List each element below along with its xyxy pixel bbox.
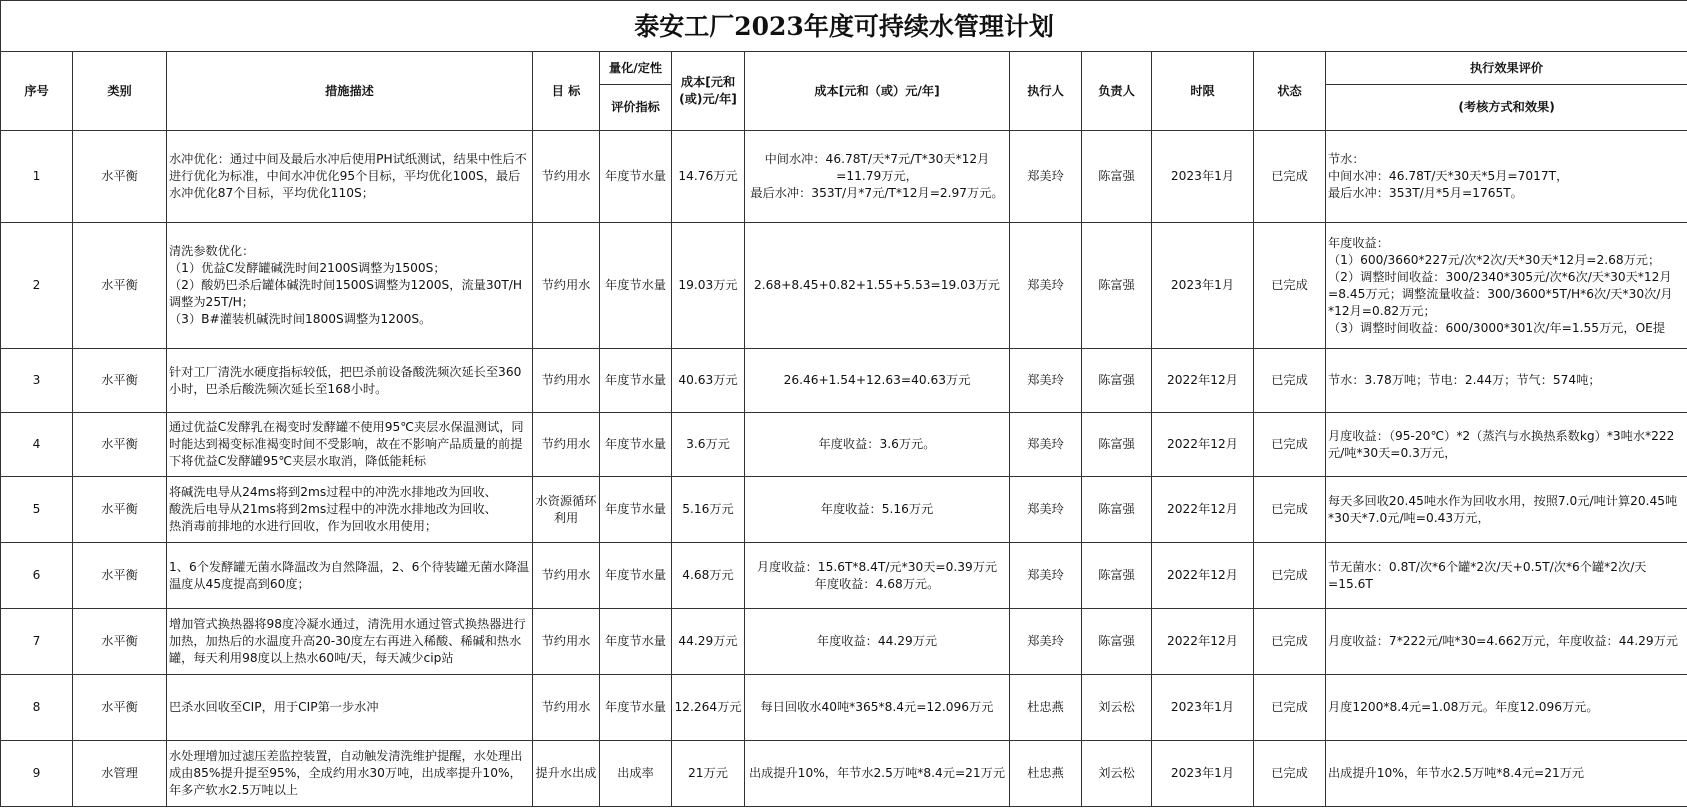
cell-content: 陈富强 (1098, 169, 1135, 183)
row-status (1254, 477, 1326, 543)
row-evaluation-line: 节无菌水：0.8T/次*6个罐*2次/天+0.5T/次*6个罐*2次/天=15.6T (1328, 559, 1647, 591)
row-evaluation-line: （2）调整时间收益：300/2340*305元/次*6次/天*30天*12月=8.45万元；调整流量收益：300/3600*5T/H*6次/天*30次/月*12月=0.82万元； (1328, 269, 1673, 318)
row-deadline (1152, 741, 1254, 807)
cell-content: 水平衡 (101, 634, 138, 648)
row-executor (1010, 543, 1082, 609)
row-measure-line: 将碱洗电导从24ms将到2ms过程中的冲洗水排地改为回收、 (169, 485, 497, 499)
cell-content: 郑美玲 (1027, 437, 1064, 451)
row-evaluation-line: 节水： (1328, 152, 1365, 166)
cell-content (1328, 151, 1685, 202)
row-evaluation-line: 年度收益： (1328, 235, 1389, 250)
row-seq (1, 223, 73, 349)
row-measure (167, 413, 533, 477)
row-cost-detail-line: 最后水冲：353T/月*7元/T*12月=2.97万元。 (750, 186, 1004, 200)
header-cost-short: 成本[元和(或)元/年] (672, 52, 745, 131)
row-owner (1082, 349, 1152, 413)
cell-content: 郑美玲 (1027, 169, 1064, 183)
row-target (533, 741, 600, 807)
row-deadline (1152, 543, 1254, 609)
row-cost-detail (745, 477, 1010, 543)
header-quant-top: 量化/定性 (600, 52, 672, 85)
row-indicator (600, 131, 672, 223)
cell-content: 水资源循环利用 (535, 493, 597, 525)
row-owner (1082, 609, 1152, 675)
cell-content (747, 699, 1007, 716)
cell-content: 已完成 (1271, 700, 1308, 714)
row-cost (672, 131, 745, 223)
row-deadline (1152, 349, 1254, 413)
cell-content: 12.264万元 (674, 700, 742, 714)
cell-content: 3.6万元 (686, 437, 730, 451)
row-cost-detail (745, 413, 1010, 477)
cell-content: 40.63万元 (678, 373, 738, 387)
table-row (1, 675, 1687, 741)
row-target (533, 543, 600, 609)
cell-content: 年度节水量 (605, 278, 666, 292)
cell-content: 已完成 (1271, 437, 1308, 451)
cell-content: 已完成 (1271, 278, 1308, 292)
cell-content: 通过优益C发酵乳在褐变时发酵罐不使用95℃夹层水保温测试，同时能达到褐变标准褐变时间不受影响，故在不影响产品质量的前提下将优益C发酵罐95℃夹层水取消，降低能耗标 (169, 420, 524, 468)
cell-content: 已完成 (1271, 568, 1308, 582)
cell-content: 陈富强 (1098, 278, 1135, 292)
row-cost-detail (745, 609, 1010, 675)
row-owner (1082, 543, 1152, 609)
cell-content: 已完成 (1271, 634, 1308, 648)
cell-content: 已完成 (1271, 766, 1308, 780)
table-body (1, 131, 1687, 807)
row-measure-line: 热消毒前排地的水进行回收，作为回收水用使用； (169, 519, 438, 533)
cell-content: 44.29万元 (678, 634, 738, 648)
cell-content: 9 (32, 766, 41, 780)
row-indicator (600, 223, 672, 349)
row-category (73, 741, 167, 807)
row-evaluation-line: 每天多回收20.45吨水作为回收水用，按照7.0元/吨计算20.45吨*30天*7.0元/吨=0.43万元， (1328, 493, 1678, 525)
row-measure-line: （1）优益C发酵罐碱洗时间2100S调整为1500S； (169, 261, 446, 275)
cell-content: 水管理 (101, 766, 138, 780)
row-cost-detail-line: 出成提升10%，年节水2.5万吨*8.4元=21万元 (748, 766, 1006, 780)
cell-content (747, 151, 1007, 202)
cell-content: 19.03万元 (678, 278, 738, 292)
table-row (1, 543, 1687, 609)
row-measure (167, 223, 533, 349)
cell-content: 6 (32, 568, 41, 582)
row-status (1254, 675, 1326, 741)
row-executor (1010, 477, 1082, 543)
row-owner (1082, 131, 1152, 223)
row-status (1254, 741, 1326, 807)
cell-content: 2022年12月 (1167, 634, 1238, 648)
cell-content: 5.16万元 (682, 502, 734, 516)
row-indicator (600, 609, 672, 675)
header-measure: 措施描述 (167, 52, 533, 131)
row-status (1254, 223, 1326, 349)
cell-content (1328, 235, 1685, 337)
row-measure (167, 477, 533, 543)
row-target (533, 609, 600, 675)
cell-content (747, 559, 1007, 593)
cell-content (747, 372, 1007, 389)
row-evaluation (1326, 675, 1687, 741)
row-evaluation (1326, 477, 1687, 543)
row-cost-detail (745, 131, 1010, 223)
row-owner (1082, 477, 1152, 543)
cell-content: 节约用水 (541, 373, 591, 387)
cell-content (747, 501, 1007, 518)
row-measure (167, 349, 533, 413)
row-status (1254, 413, 1326, 477)
table-row (1, 477, 1687, 543)
cell-content (169, 243, 530, 328)
header-status: 状态 (1254, 52, 1326, 131)
row-indicator (600, 349, 672, 413)
row-executor (1010, 223, 1082, 349)
row-category (73, 477, 167, 543)
row-seq (1, 413, 73, 477)
header-owner: 负责人 (1082, 52, 1152, 131)
row-target (533, 675, 600, 741)
row-evaluation (1326, 543, 1687, 609)
cell-content: 8 (32, 700, 41, 714)
row-evaluation-line: 节水：3.78万吨；节电：2.44万；节气：574吨； (1328, 373, 1601, 387)
header-cost-long: 成本[元和（或）元/年] (745, 52, 1010, 131)
cell-content: 陈富强 (1098, 502, 1135, 516)
table-row (1, 223, 1687, 349)
header-seq: 序号 (1, 52, 73, 131)
cell-content (1328, 493, 1685, 527)
row-executor (1010, 413, 1082, 477)
cell-content: 1、6个发酵罐无菌水降温改为自然降温，2、6个待装罐无菌水降温温度从45度提高到60度； (169, 559, 530, 591)
cell-content (1328, 559, 1685, 593)
row-cost-detail-line: 月度收益：15.6T*8.4T/元*30天=0.39万元 (756, 559, 998, 574)
cell-content: 节约用水 (541, 437, 591, 451)
cell-content: 4 (32, 437, 41, 451)
cell-content: 2023年1月 (1170, 169, 1235, 183)
cell-content: 陈富强 (1098, 373, 1135, 387)
cell-content: 郑美玲 (1027, 278, 1064, 292)
cell-content: 出成率 (617, 766, 654, 780)
cell-content: 年度节水量 (605, 700, 666, 714)
row-cost-detail-line: 中间水冲：46.78T/天*7元/T*30天*12月=11.79万元， (764, 152, 990, 183)
row-owner (1082, 741, 1152, 807)
cell-content (1328, 699, 1685, 716)
row-indicator (600, 413, 672, 477)
row-owner (1082, 223, 1152, 349)
row-cost (672, 349, 745, 413)
row-evaluation (1326, 223, 1687, 349)
row-measure (167, 609, 533, 675)
row-owner (1082, 675, 1152, 741)
row-deadline (1152, 413, 1254, 477)
row-cost (672, 477, 745, 543)
header-category: 类别 (73, 52, 167, 131)
cell-content: 节约用水 (541, 169, 591, 183)
cell-content: 刘云松 (1098, 766, 1135, 780)
cell-content (169, 484, 530, 535)
row-status (1254, 349, 1326, 413)
row-deadline (1152, 675, 1254, 741)
cell-content: 21万元 (688, 766, 728, 780)
row-measure-line: （2）酸奶巴杀后罐体碱洗时间1500S调整为1200S，流量30T/H调整为25T/H； (169, 278, 523, 309)
row-category (73, 131, 167, 223)
cell-content: 水处理增加过滤压差监控装置，自动触发清洗维护提醒，水处理出成由85%提升提至95%，全成约用水30万吨，出成率提升10%，年多产软水2.5万吨以上 (169, 749, 523, 797)
cell-content: 年度节水量 (605, 373, 666, 387)
row-target (533, 131, 600, 223)
row-measure-line: （3）B#灌装机碱洗时间1800S调整为1200S。 (169, 312, 432, 326)
cell-content: 郑美玲 (1027, 373, 1064, 387)
cell-content: 郑美玲 (1027, 502, 1064, 516)
cell-content: 陈富强 (1098, 634, 1135, 648)
row-category (73, 413, 167, 477)
cell-content: 水平衡 (101, 437, 138, 451)
cell-content: 2 (32, 278, 41, 292)
row-indicator (600, 477, 672, 543)
row-cost-detail-line: 每日回收水40吨*365*8.4元=12.096万元 (760, 700, 994, 714)
cell-content: 郑美玲 (1027, 634, 1064, 648)
row-seq (1, 543, 73, 609)
cell-content: 刘云松 (1098, 700, 1135, 714)
cell-content: 年度节水量 (605, 568, 666, 582)
table-row (1, 741, 1687, 807)
row-status (1254, 543, 1326, 609)
row-category (73, 349, 167, 413)
cell-content: 14.76万元 (678, 169, 738, 183)
table-row (1, 349, 1687, 413)
cell-content: 针对工厂清洗水硬度指标较低，把巴杀前设备酸洗频次延长至360小时，巴杀后酸洗频次延长至168小时。 (169, 364, 522, 396)
cell-content: 2022年12月 (1167, 437, 1238, 451)
row-cost-detail (745, 223, 1010, 349)
cell-content: 提升水出成 (535, 766, 597, 780)
cell-content: 水平衡 (101, 373, 138, 387)
cell-content: 5 (32, 502, 41, 516)
cell-content: 节约用水 (541, 700, 591, 714)
cell-content (1328, 372, 1685, 389)
cell-content: 年度节水量 (605, 502, 666, 516)
cell-content: 已完成 (1271, 373, 1308, 387)
row-evaluation (1326, 349, 1687, 413)
row-cost (672, 741, 745, 807)
cell-content: 节约用水 (541, 278, 591, 292)
header-quant-bottom: 评价指标 (600, 85, 672, 131)
table-row (1, 609, 1687, 675)
row-cost-detail-line: 2.68+8.45+0.82+1.55+5.53=19.03万元 (753, 278, 1000, 292)
row-evaluation (1326, 741, 1687, 807)
cell-content: 2023年1月 (1170, 278, 1235, 292)
cell-content: 陈富强 (1098, 568, 1135, 582)
row-target (533, 223, 600, 349)
cell-content: 2023年1月 (1170, 766, 1235, 780)
row-indicator (600, 741, 672, 807)
row-deadline (1152, 223, 1254, 349)
cell-content: 水平衡 (101, 568, 138, 582)
row-cost-detail (745, 349, 1010, 413)
row-seq (1, 349, 73, 413)
cell-content: 2022年12月 (1167, 568, 1238, 582)
header-deadline: 时限 (1152, 52, 1254, 131)
table-row (1, 131, 1687, 223)
row-evaluation (1326, 609, 1687, 675)
cell-content: 增加管式换热器将98度冷凝水通过，清洗用水通过管式换热器进行加热，加热后的水温度升高20-30度左右再进入稀酸、稀碱和热水罐，每天利用98度以上热水60吨/天，每天减少cip站 (169, 617, 526, 665)
row-cost-detail-line: 年度收益：5.16万元 (820, 502, 934, 516)
header-target: 目 标 (533, 52, 600, 131)
row-cost-detail (745, 675, 1010, 741)
cell-content (1328, 633, 1685, 650)
cell-content (1328, 428, 1685, 462)
row-deadline (1152, 477, 1254, 543)
cell-content: 杜忠燕 (1027, 766, 1064, 780)
cell-content: 年度节水量 (605, 169, 666, 183)
row-cost (672, 675, 745, 741)
header-eval-top: 执行效果评价 (1326, 52, 1687, 85)
row-executor (1010, 349, 1082, 413)
cell-content: 水平衡 (101, 278, 138, 292)
row-executor (1010, 131, 1082, 223)
row-cost (672, 609, 745, 675)
cell-content: 1 (32, 169, 41, 183)
cell-content: 2022年12月 (1167, 502, 1238, 516)
cell-content: 3 (32, 373, 41, 387)
row-measure (167, 543, 533, 609)
row-target (533, 413, 600, 477)
row-status (1254, 131, 1326, 223)
cell-content: 水平衡 (101, 502, 138, 516)
row-executor (1010, 741, 1082, 807)
cell-content: 巴杀水回收至CIP，用于CIP第一步水冲 (169, 700, 379, 714)
row-category (73, 543, 167, 609)
page-title: 泰安工厂2023年度可持续水管理计划 (1, 1, 1687, 52)
row-measure-line: 酸洗后电导从21ms将到2ms过程中的冲洗水排地改为回收、 (169, 502, 497, 516)
row-evaluation-line: 中间水冲：46.78T/天*30天*5月=7017T， (1328, 169, 1569, 183)
cell-content: 已完成 (1271, 502, 1308, 516)
row-evaluation-line: 月度1200*8.4元=1.08万元。年度12.096万元。 (1328, 700, 1599, 714)
row-status (1254, 609, 1326, 675)
row-seq (1, 609, 73, 675)
row-category (73, 675, 167, 741)
row-seq (1, 675, 73, 741)
cell-content: 杜忠燕 (1027, 700, 1064, 714)
row-measure (167, 131, 533, 223)
row-seq (1, 741, 73, 807)
row-owner (1082, 413, 1152, 477)
row-cost (672, 223, 745, 349)
row-executor (1010, 609, 1082, 675)
row-category (73, 609, 167, 675)
row-evaluation-line: 最后水冲：353T/月*5月=1765T。 (1328, 186, 1523, 200)
header-executor: 执行人 (1010, 52, 1082, 131)
cell-content (747, 633, 1007, 650)
row-cost-detail-line: 年度收益：4.68万元。 (814, 576, 940, 591)
row-evaluation (1326, 131, 1687, 223)
row-indicator (600, 543, 672, 609)
row-seq (1, 131, 73, 223)
row-category (73, 223, 167, 349)
cell-content: 水平衡 (101, 700, 138, 714)
cell-content: 水平衡 (101, 169, 138, 183)
row-evaluation-line: （3）调整时间收益：600/3000*301次/年=1.55万元，OE提 (1328, 320, 1666, 335)
row-executor (1010, 675, 1082, 741)
cell-content: 年度节水量 (605, 634, 666, 648)
cell-content: 节约用水 (541, 568, 591, 582)
cell-content (747, 765, 1007, 782)
row-cost (672, 543, 745, 609)
cell-content (747, 436, 1007, 453)
cell-content (747, 277, 1007, 294)
header-eval-bottom: (考核方式和效果) (1326, 85, 1687, 131)
row-seq (1, 477, 73, 543)
cell-content: 陈富强 (1098, 437, 1135, 451)
row-cost-detail-line: 26.46+1.54+12.63=40.63万元 (783, 373, 971, 387)
cell-content: 节约用水 (541, 634, 591, 648)
cell-content (1328, 765, 1685, 782)
row-deadline (1152, 609, 1254, 675)
row-cost-detail-line: 年度收益：44.29万元 (816, 634, 938, 648)
cell-content: 2023年1月 (1170, 700, 1235, 714)
row-cost-detail-line: 年度收益：3.6万元。 (818, 437, 936, 451)
row-deadline (1152, 131, 1254, 223)
row-measure (167, 675, 533, 741)
row-measure (167, 741, 533, 807)
cell-content: 2022年12月 (1167, 373, 1238, 387)
row-target (533, 477, 600, 543)
cell-content: 水冲优化：通过中间及最后水冲后使用PH试纸测试，结果中性后不进行优化为标准，中间水冲优化95个目标，平均优化100S，最后水冲优化87个目标，平均优化110S； (169, 152, 527, 200)
cell-content: 4.68万元 (682, 568, 734, 582)
row-evaluation-line: 出成提升10%，年节水2.5万吨*8.4元=21万元 (1328, 766, 1585, 780)
cell-content: 年度节水量 (605, 437, 666, 451)
row-cost (672, 413, 745, 477)
row-evaluation-line: 月度收益：7*222元/吨*30=4.662万元，年度收益：44.29万元 (1328, 634, 1678, 648)
cell-content: 郑美玲 (1027, 568, 1064, 582)
table-row (1, 413, 1687, 477)
row-indicator (600, 675, 672, 741)
row-measure-line: 清洗参数优化： (169, 244, 255, 258)
row-cost-detail (745, 741, 1010, 807)
row-evaluation-line: （1）600/3660*227元/次*2次/天*30天*12月=2.68万元； (1328, 252, 1661, 267)
row-evaluation (1326, 413, 1687, 477)
row-cost-detail (745, 543, 1010, 609)
row-target (533, 349, 600, 413)
cell-content: 7 (32, 634, 41, 648)
row-evaluation-line: 月度收益：（95-20℃）*2（蒸汽与水换热系数kg）*3吨水*222元/吨*30天=0.3万元， (1328, 428, 1675, 460)
cell-content: 已完成 (1271, 169, 1308, 183)
